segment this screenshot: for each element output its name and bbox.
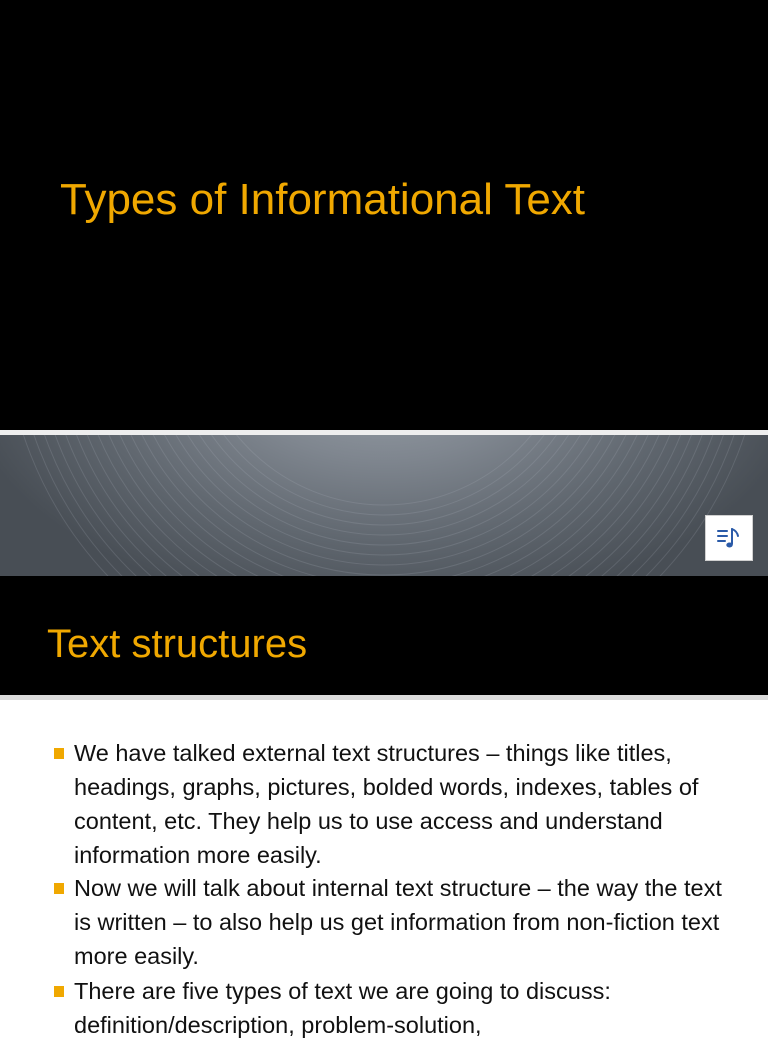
audio-button[interactable] (705, 515, 753, 561)
content-slide-body (0, 700, 768, 1038)
bullet-marker-icon (54, 883, 64, 894)
audio-playlist-icon (716, 525, 742, 551)
title-slide (0, 0, 768, 430)
bullet-item (74, 871, 742, 973)
slide-title: Types of Informational Text (60, 175, 586, 224)
slide-transition-band (0, 435, 768, 576)
arc-pattern (0, 435, 768, 576)
bullet-marker-icon (54, 748, 64, 759)
bullet-item (74, 974, 742, 1042)
content-slide-title: Text structures (47, 622, 308, 666)
bullet-text: We have talked external text structures – things like titles, headings, graphs, pictures, bolded words, indexes, tables of content, etc. They help us to use access and understand information more easily. (74, 740, 699, 868)
bullet-text: Now we will talk about internal text structure – the way the text is written – to also help us get information from non-fiction text more easily. (74, 875, 722, 969)
bullet-marker-icon (54, 986, 64, 997)
bullet-text: There are five types of text we are going to discuss: definition/description, problem-solution, (74, 978, 611, 1038)
content-slide-header (0, 576, 768, 695)
bullet-item (74, 736, 742, 872)
